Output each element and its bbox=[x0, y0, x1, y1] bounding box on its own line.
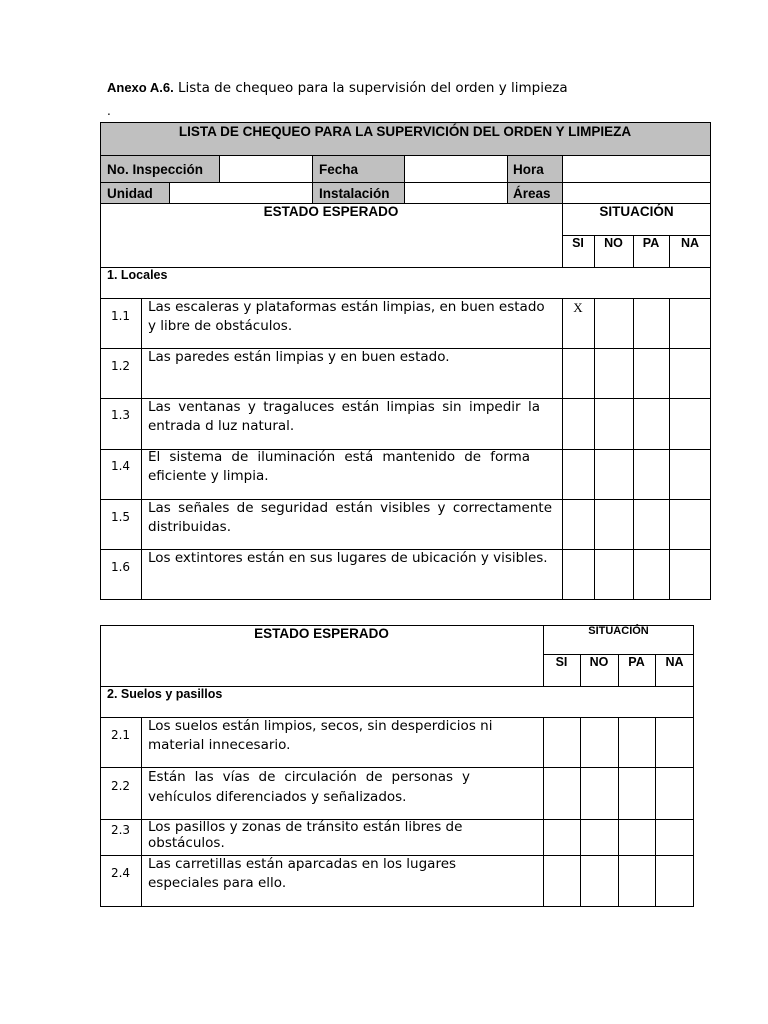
areas-value-field[interactable] bbox=[563, 183, 710, 202]
situacion-si-mark[interactable]: X bbox=[573, 300, 583, 315]
annex-prefix: Anexo A.6. bbox=[107, 80, 174, 95]
row-text: Están las vías de circulación de personas y vehículos diferenciados y señalizados. bbox=[148, 769, 470, 805]
section-suelos: 2. Suelos y pasillos bbox=[107, 687, 223, 701]
estado-esperado-header-2: ESTADO ESPERADO bbox=[254, 626, 389, 641]
label-hora: Hora bbox=[513, 162, 544, 177]
instalacion-value-field[interactable] bbox=[405, 183, 506, 202]
table1-title: LISTA DE CHEQUEO PARA LA SUPERVICIÓN DEL ORDEN Y LIMPIEZA bbox=[178, 124, 632, 139]
col-no: NO bbox=[604, 236, 623, 250]
row-text: Las señales de seguridad están visibles y correctamente distribuidas. bbox=[148, 500, 552, 535]
section-locales: 1. Locales bbox=[107, 268, 168, 282]
row-number: 1.1 bbox=[110, 309, 131, 323]
col-si: SI bbox=[572, 236, 584, 250]
annex-title: Lista de chequeo para la supervisión del orden y limpieza bbox=[178, 80, 568, 96]
row-text: Los extintores están en sus lugares de ubicación y visibles. bbox=[148, 550, 548, 566]
estado-esperado-header: ESTADO ESPERADO bbox=[263, 204, 399, 219]
situacion-header: SITUACIÓN bbox=[599, 204, 674, 219]
col-si-2: SI bbox=[555, 655, 568, 669]
row-number: 2.3 bbox=[110, 823, 131, 837]
row-number: 2.2 bbox=[110, 779, 131, 793]
row-number: 1.6 bbox=[110, 560, 131, 574]
row-text: Las escaleras y plataformas están limpias, en buen estado y libre de obstáculos. bbox=[148, 299, 545, 334]
label-areas: Áreas bbox=[513, 186, 551, 201]
label-no-inspeccion: No. Inspección bbox=[107, 162, 204, 177]
col-na: NA bbox=[680, 236, 700, 250]
label-unidad: Unidad bbox=[107, 186, 153, 201]
col-na-2: NA bbox=[665, 655, 684, 669]
col-pa-2: PA bbox=[628, 655, 645, 669]
unidad-value-field[interactable] bbox=[170, 183, 311, 202]
hora-value-field[interactable] bbox=[563, 156, 710, 181]
row-number: 1.3 bbox=[110, 408, 131, 422]
inspeccion-value-field[interactable] bbox=[220, 156, 311, 181]
row-text: El sistema de iluminación está mantenido de forma eficiente y limpia. bbox=[148, 449, 530, 484]
row-number: 1.5 bbox=[110, 510, 131, 524]
col-pa: PA bbox=[642, 236, 660, 250]
row-text: Las ventanas y tragaluces están limpias sin impedir la entrada d luz natural. bbox=[148, 399, 540, 434]
situacion-header-2: SITUACIÓN bbox=[588, 625, 649, 637]
row-number: 2.1 bbox=[110, 728, 131, 742]
fecha-value-field[interactable] bbox=[405, 156, 506, 181]
col-no-2: NO bbox=[589, 655, 609, 669]
row-number: 1.4 bbox=[110, 459, 131, 473]
row-text: Los suelos están limpios, secos, sin desperdicios ni material innecesario. bbox=[148, 718, 493, 753]
row-number: 2.4 bbox=[110, 866, 131, 880]
row-text: Las paredes están limpias y en buen estado. bbox=[148, 349, 450, 365]
row-text: Los pasillos y zonas de tránsito están libres de obstáculos. bbox=[148, 819, 463, 851]
label-fecha: Fecha bbox=[319, 162, 359, 177]
annex-heading bbox=[107, 80, 568, 96]
label-instalacion: Instalación bbox=[319, 186, 390, 201]
stray-dot: . bbox=[107, 104, 111, 118]
row-number: 1.2 bbox=[110, 359, 131, 373]
row-text: Las carretillas están aparcadas en los lugares especiales para ello. bbox=[148, 856, 457, 891]
